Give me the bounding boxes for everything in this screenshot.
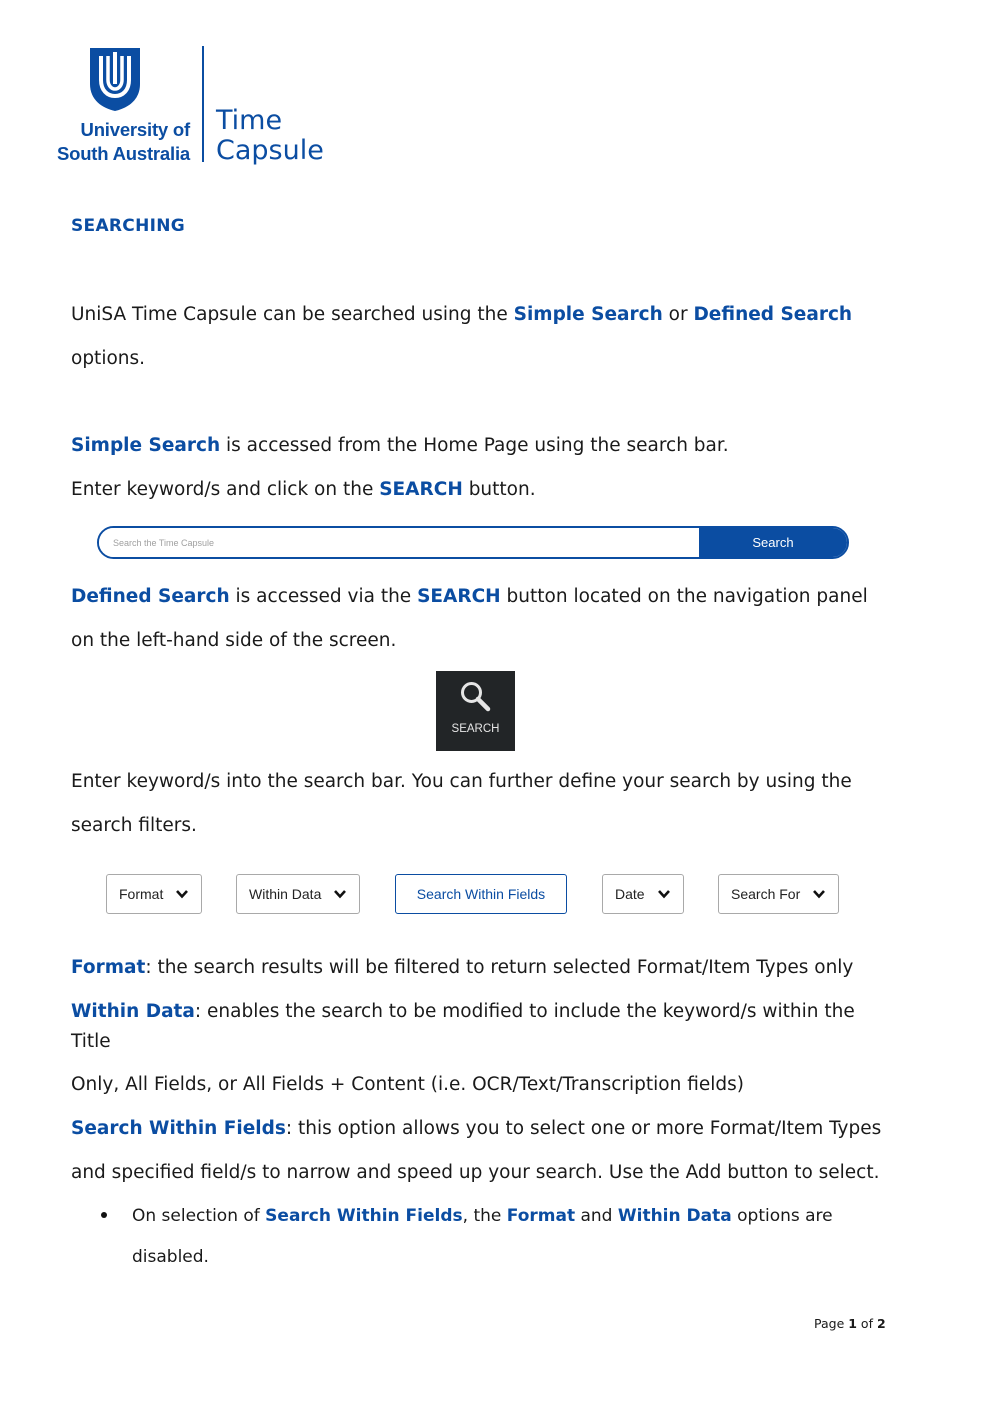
magnifier-icon xyxy=(459,680,493,714)
chevron-down-icon xyxy=(812,887,826,901)
logo-divider xyxy=(202,46,204,162)
defined-search-description: Defined Search is accessed via the SEARCH button located on the navigation panel xyxy=(71,586,868,607)
page-number: Page 1 of 2 xyxy=(814,1316,886,1331)
chevron-down-icon xyxy=(175,887,189,901)
within-data-filter[interactable] xyxy=(236,874,360,914)
search-within-fields-description: Search Within Fields: this option allows you to select one or more Format/Item Types xyxy=(71,1118,882,1139)
bullet-item-line2: disabled. xyxy=(132,1247,209,1267)
bullet-item: On selection of Search Within Fields, the Format and Within Data options are xyxy=(132,1206,833,1226)
university-name: University of South Australia xyxy=(56,119,190,164)
intro-paragraph: UniSA Time Capsule can be searched using the Simple Search or Defined Search xyxy=(71,304,853,325)
defined-search-description-line2: on the left-hand side of the screen. xyxy=(71,630,397,651)
format-filter-label: Format xyxy=(119,886,164,902)
search-within-fields-button[interactable]: Search Within Fields xyxy=(395,874,567,914)
chevron-down-icon xyxy=(657,887,671,901)
bullet-marker xyxy=(101,1212,107,1218)
refine-description: Enter keyword/s into the search bar. You can further define your search by using the xyxy=(71,771,852,792)
within-data-filter-label: Within Data xyxy=(249,886,322,902)
unisa-logo-icon xyxy=(88,46,142,112)
intro-paragraph-line2: options. xyxy=(71,348,146,369)
within-data-description-line2: Title xyxy=(71,1031,111,1052)
search-within-fields-description-line2: and specified field/s to narrow and speed up your search. Use the Add button to select. xyxy=(71,1162,880,1183)
format-filter[interactable] xyxy=(106,874,202,914)
within-data-description-line3: Only, All Fields, or All Fields + Content (i.e. OCR/Text/Transcription fields) xyxy=(71,1074,744,1095)
date-filter[interactable] xyxy=(602,874,684,914)
page-title: SEARCHING xyxy=(71,216,186,236)
simple-search-description: Simple Search is accessed from the Home Page using the search bar. xyxy=(71,435,729,456)
within-data-description: Within Data: enables the search to be modified to include the keyword/s within the xyxy=(71,1001,855,1022)
nav-search-button[interactable] xyxy=(436,671,515,751)
search-button[interactable]: Search xyxy=(699,528,847,557)
simple-search-instruction: Enter keyword/s and click on the SEARCH button. xyxy=(71,479,536,500)
search-for-filter-label: Search For xyxy=(731,886,801,902)
product-name: Time Capsule xyxy=(216,105,324,166)
search-for-filter[interactable] xyxy=(718,874,839,914)
refine-description-line2: search filters. xyxy=(71,815,197,836)
search-input[interactable] xyxy=(99,528,699,557)
nav-search-label: SEARCH xyxy=(451,723,500,735)
chevron-down-icon xyxy=(333,887,347,901)
format-description: Format: the search results will be filtered to return selected Format/Item Types only xyxy=(71,957,854,978)
search-bar xyxy=(97,526,849,559)
date-filter-label: Date xyxy=(615,886,645,902)
